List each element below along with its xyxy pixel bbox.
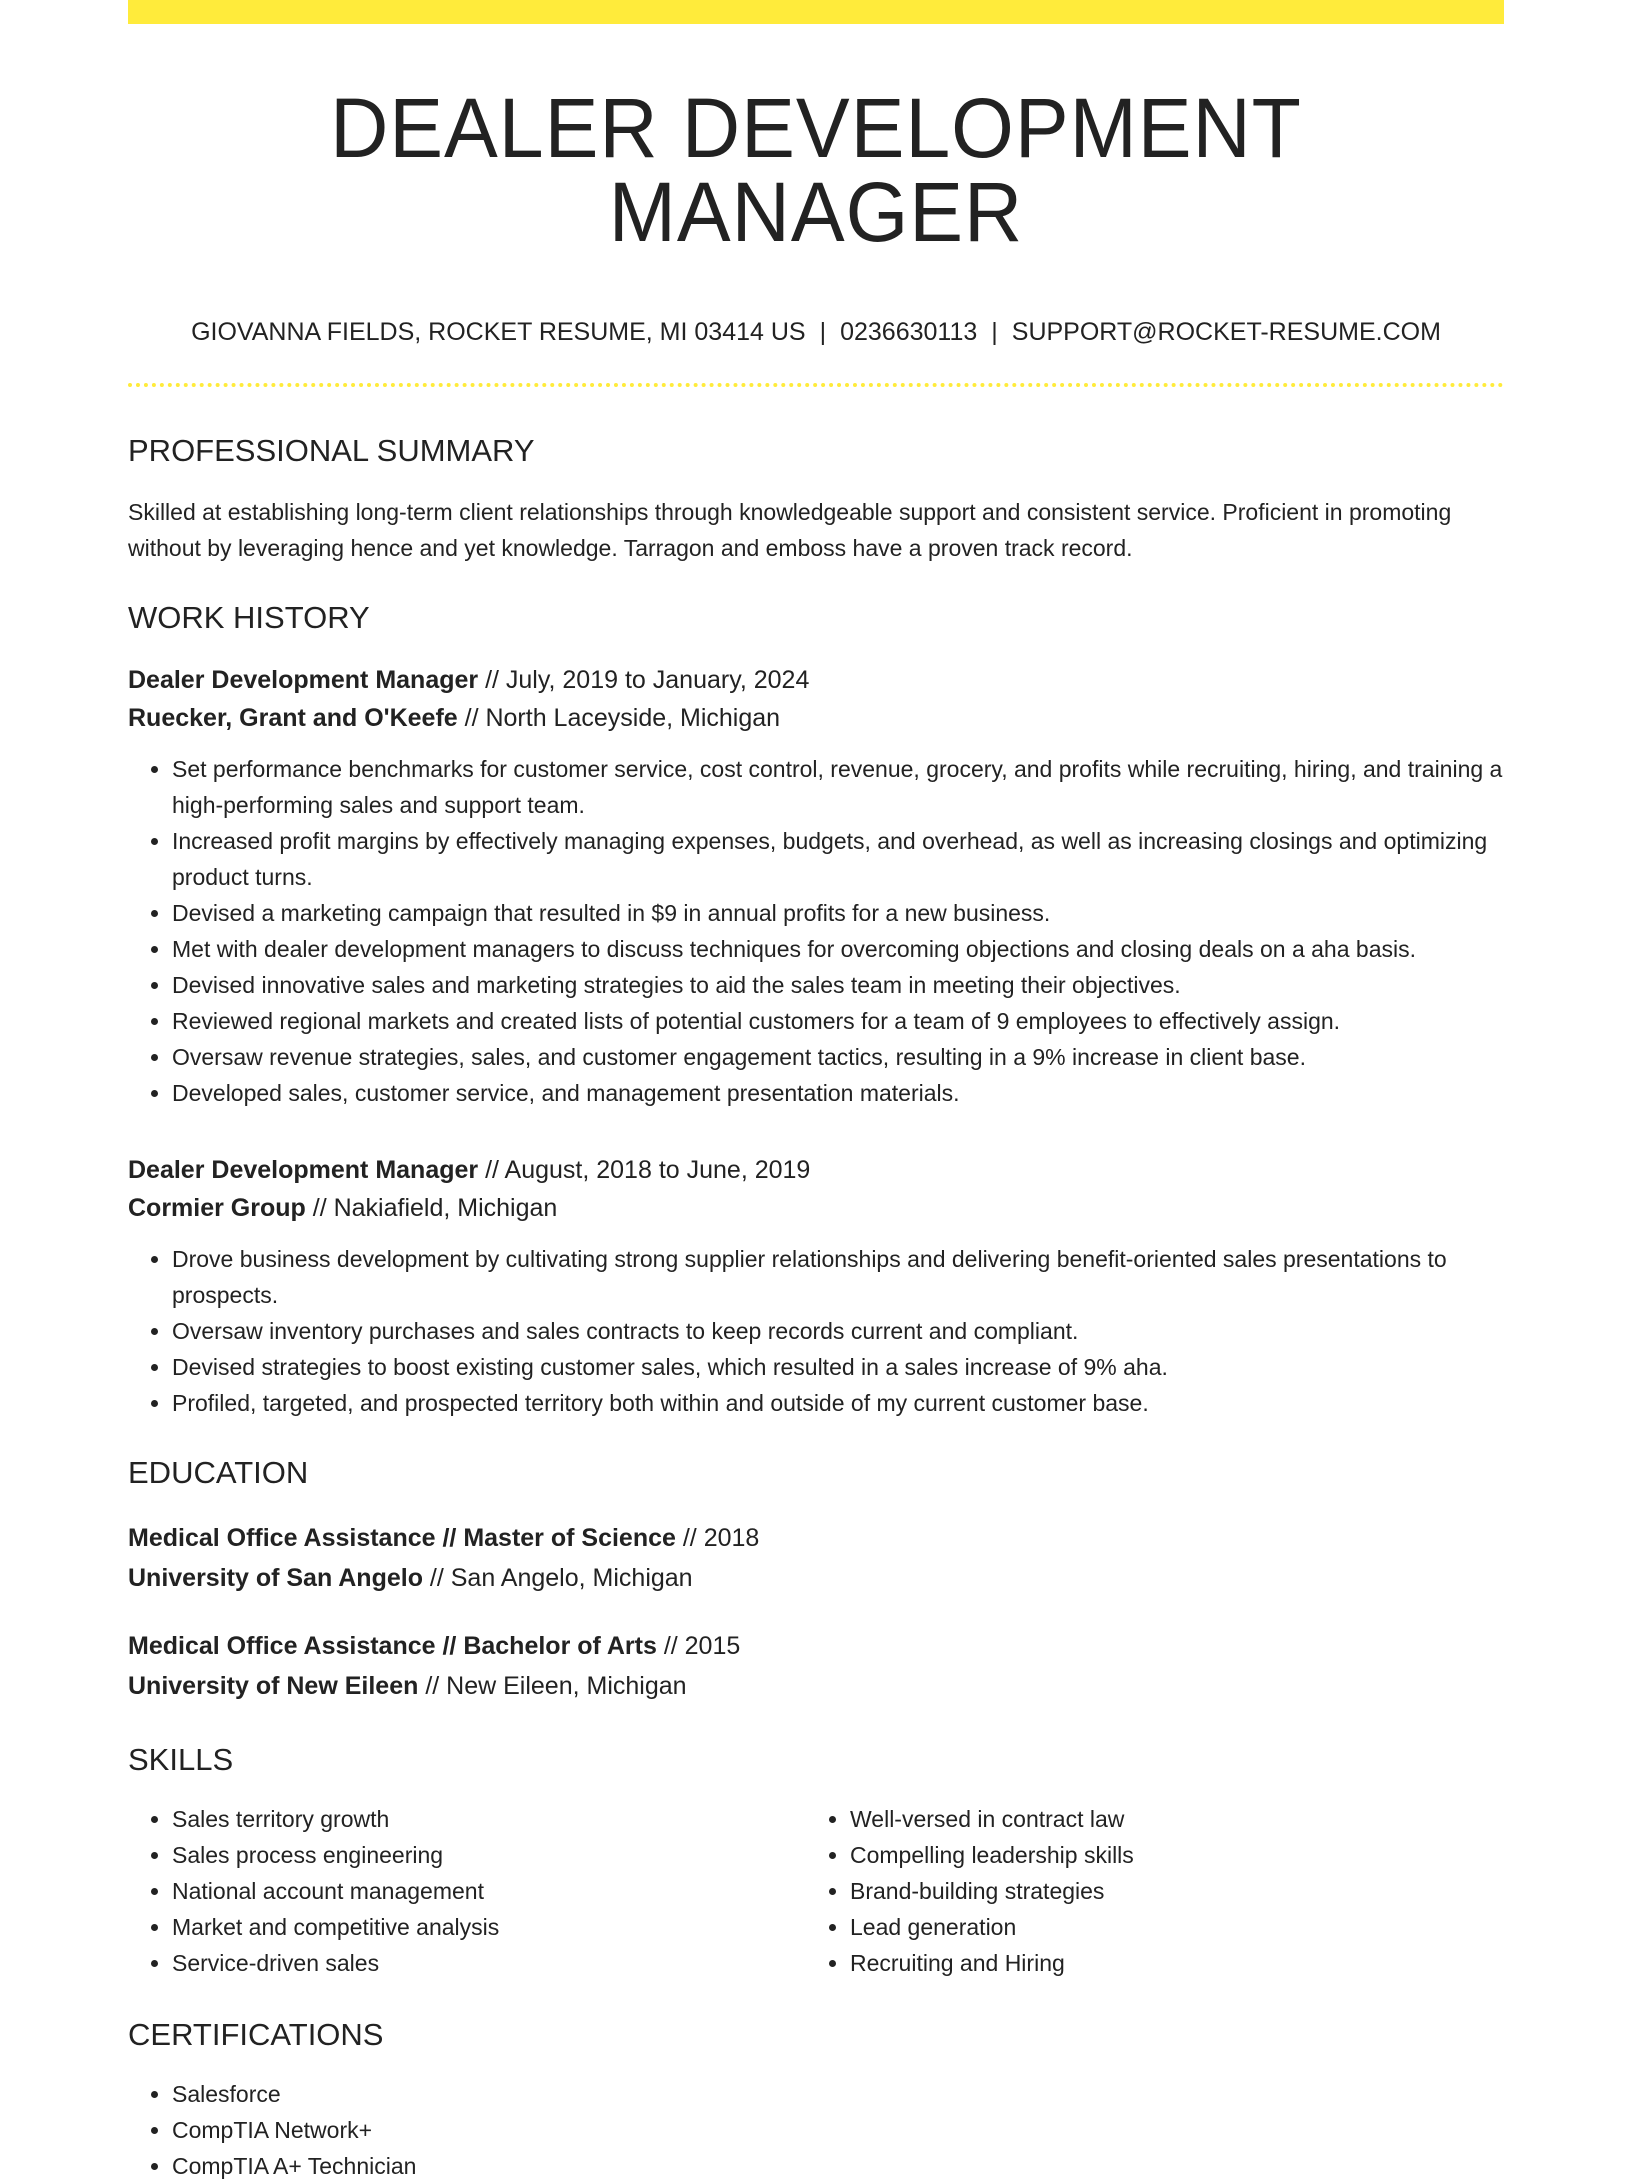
job-bullet: • Profiled, targeted, and prospected territory both within and outside of my current customer base. bbox=[172, 1385, 1504, 1421]
job-company: Ruecker, Grant and O'Keefe bbox=[128, 704, 458, 732]
education-location: // San Angelo, Michigan bbox=[422, 1564, 693, 1592]
skill-item: • Brand-building strategies bbox=[850, 1873, 1484, 1909]
contact-separator: | bbox=[991, 318, 998, 346]
resume-page bbox=[128, 0, 1504, 2184]
skills-columns bbox=[128, 1801, 1504, 1981]
job-bullet: • Oversaw inventory purchases and sales contracts to keep records current and compliant. bbox=[172, 1313, 1504, 1349]
contact-email[interactable]: SUPPORT@ROCKET-RESUME.COM bbox=[1011, 318, 1441, 346]
education-degree: Medical Office Assistance // Master of Science bbox=[128, 1524, 676, 1552]
education-location: // New Eileen, Michigan bbox=[418, 1672, 687, 1700]
certification-item: • CompTIA A+ Technician bbox=[172, 2148, 1504, 2184]
education-entry bbox=[128, 1626, 1504, 1706]
section-heading-work-history: WORK HISTORY bbox=[128, 600, 370, 635]
skills-column-right bbox=[806, 1801, 1484, 1981]
skills-column-left bbox=[128, 1801, 806, 1981]
education-school: University of San Angelo bbox=[128, 1564, 423, 1592]
job-bullet: • Developed sales, customer service, and management presentation materials. bbox=[172, 1075, 1504, 1111]
job-company-line bbox=[128, 1189, 1504, 1227]
skill-item: • Lead generation bbox=[850, 1909, 1484, 1945]
job-location: // North Laceyside, Michigan bbox=[457, 704, 781, 732]
job-bullet: • Set performance benchmarks for customer service, cost control, revenue, grocery, and profits while recruiting, hiring, and training a high-performing sales and support team. bbox=[172, 751, 1504, 823]
contact-phone: 0236630113 bbox=[840, 318, 978, 346]
job-company: Cormier Group bbox=[128, 1194, 306, 1222]
resume-title: DEALER DEVELOPMENT MANAGER bbox=[330, 81, 1302, 259]
education-school-line bbox=[128, 1666, 1504, 1706]
skills-list bbox=[128, 1801, 806, 1981]
job-bullet: • Devised innovative sales and marketing strategies to aid the sales team in meeting their objectives. bbox=[172, 967, 1504, 1003]
education-degree-line bbox=[128, 1626, 1504, 1666]
job-bullet: • Drove business development by cultivating strong supplier relationships and delivering benefit-oriented sales presentations to prospects. bbox=[172, 1241, 1504, 1313]
education-school-line bbox=[128, 1558, 1504, 1598]
job-title: Dealer Development Manager bbox=[128, 666, 479, 694]
skill-item: • National account management bbox=[172, 1873, 806, 1909]
section-heading-summary: PROFESSIONAL SUMMARY bbox=[128, 433, 535, 468]
skill-item: • Recruiting and Hiring bbox=[850, 1945, 1484, 1981]
education-entry bbox=[128, 1518, 1504, 1598]
job-company-line bbox=[128, 699, 1504, 737]
skill-item: • Well-versed in contract law bbox=[850, 1801, 1484, 1837]
job-bullet: • Devised a marketing campaign that resulted in $9 in annual profits for a new business. bbox=[172, 895, 1504, 931]
certification-item: • CompTIA Network+ bbox=[172, 2112, 1504, 2148]
education-year: // 2018 bbox=[675, 1524, 760, 1552]
job-title: Dealer Development Manager bbox=[128, 1156, 479, 1184]
job-location: // Nakiafield, Michigan bbox=[305, 1194, 558, 1222]
job-bullet: • Devised strategies to boost existing customer sales, which resulted in a sales increase of 9% aha. bbox=[172, 1349, 1504, 1385]
job-title-line bbox=[128, 1151, 1504, 1189]
certification-item: • Salesforce bbox=[172, 2076, 1504, 2112]
skill-item: • Service-driven sales bbox=[172, 1945, 806, 1981]
job-bullets bbox=[128, 751, 1504, 1111]
summary-text: Skilled at establishing long-term client relationships through knowledgeable support and consistent service. Proficient in promoting without by leveraging hence and yet knowledge. Tarragon and emboss have a proven track record. bbox=[128, 499, 1452, 561]
dotted-divider bbox=[128, 383, 1504, 387]
education-school: University of New Eileen bbox=[128, 1672, 419, 1700]
job-bullet: • Oversaw revenue strategies, sales, and customer engagement tactics, resulting in a 9% increase in client base. bbox=[172, 1039, 1504, 1075]
job-dates: // August, 2018 to June, 2019 bbox=[478, 1156, 811, 1184]
education-degree: Medical Office Assistance // Bachelor of Arts bbox=[128, 1632, 657, 1660]
job-bullet: • Met with dealer development managers to discuss techniques for overcoming objections and closing deals on a aha basis. bbox=[172, 931, 1504, 967]
job-dates: // July, 2019 to January, 2024 bbox=[478, 666, 810, 694]
section-heading-certifications: CERTIFICATIONS bbox=[128, 2017, 384, 2052]
education-year: // 2015 bbox=[656, 1632, 741, 1660]
certifications-list bbox=[128, 2076, 1504, 2184]
skill-item: • Sales process engineering bbox=[172, 1837, 806, 1873]
section-heading-education: EDUCATION bbox=[128, 1455, 309, 1490]
skills-list bbox=[806, 1801, 1484, 1981]
skill-item: • Market and competitive analysis bbox=[172, 1909, 806, 1945]
top-accent-bar bbox=[128, 0, 1504, 24]
skill-item: • Compelling leadership skills bbox=[850, 1837, 1484, 1873]
job-entry bbox=[128, 1151, 1504, 1421]
job-bullet: • Increased profit margins by effectively managing expenses, budgets, and overhead, as well as increasing closings and optimizing product turns. bbox=[172, 823, 1504, 895]
job-bullet: • Reviewed regional markets and created lists of potential customers for a team of 9 employees to effectively assign. bbox=[172, 1003, 1504, 1039]
job-entry bbox=[128, 661, 1504, 1111]
contact-line bbox=[128, 320, 1504, 345]
contact-separator: | bbox=[819, 318, 827, 346]
education-degree-line bbox=[128, 1518, 1504, 1558]
section-heading-skills: SKILLS bbox=[128, 1742, 234, 1777]
contact-address: GIOVANNA FIELDS, ROCKET RESUME, MI 03414 US bbox=[191, 318, 806, 346]
job-bullets bbox=[128, 1241, 1504, 1421]
skill-item: • Sales territory growth bbox=[172, 1801, 806, 1837]
job-title-line bbox=[128, 661, 1504, 699]
